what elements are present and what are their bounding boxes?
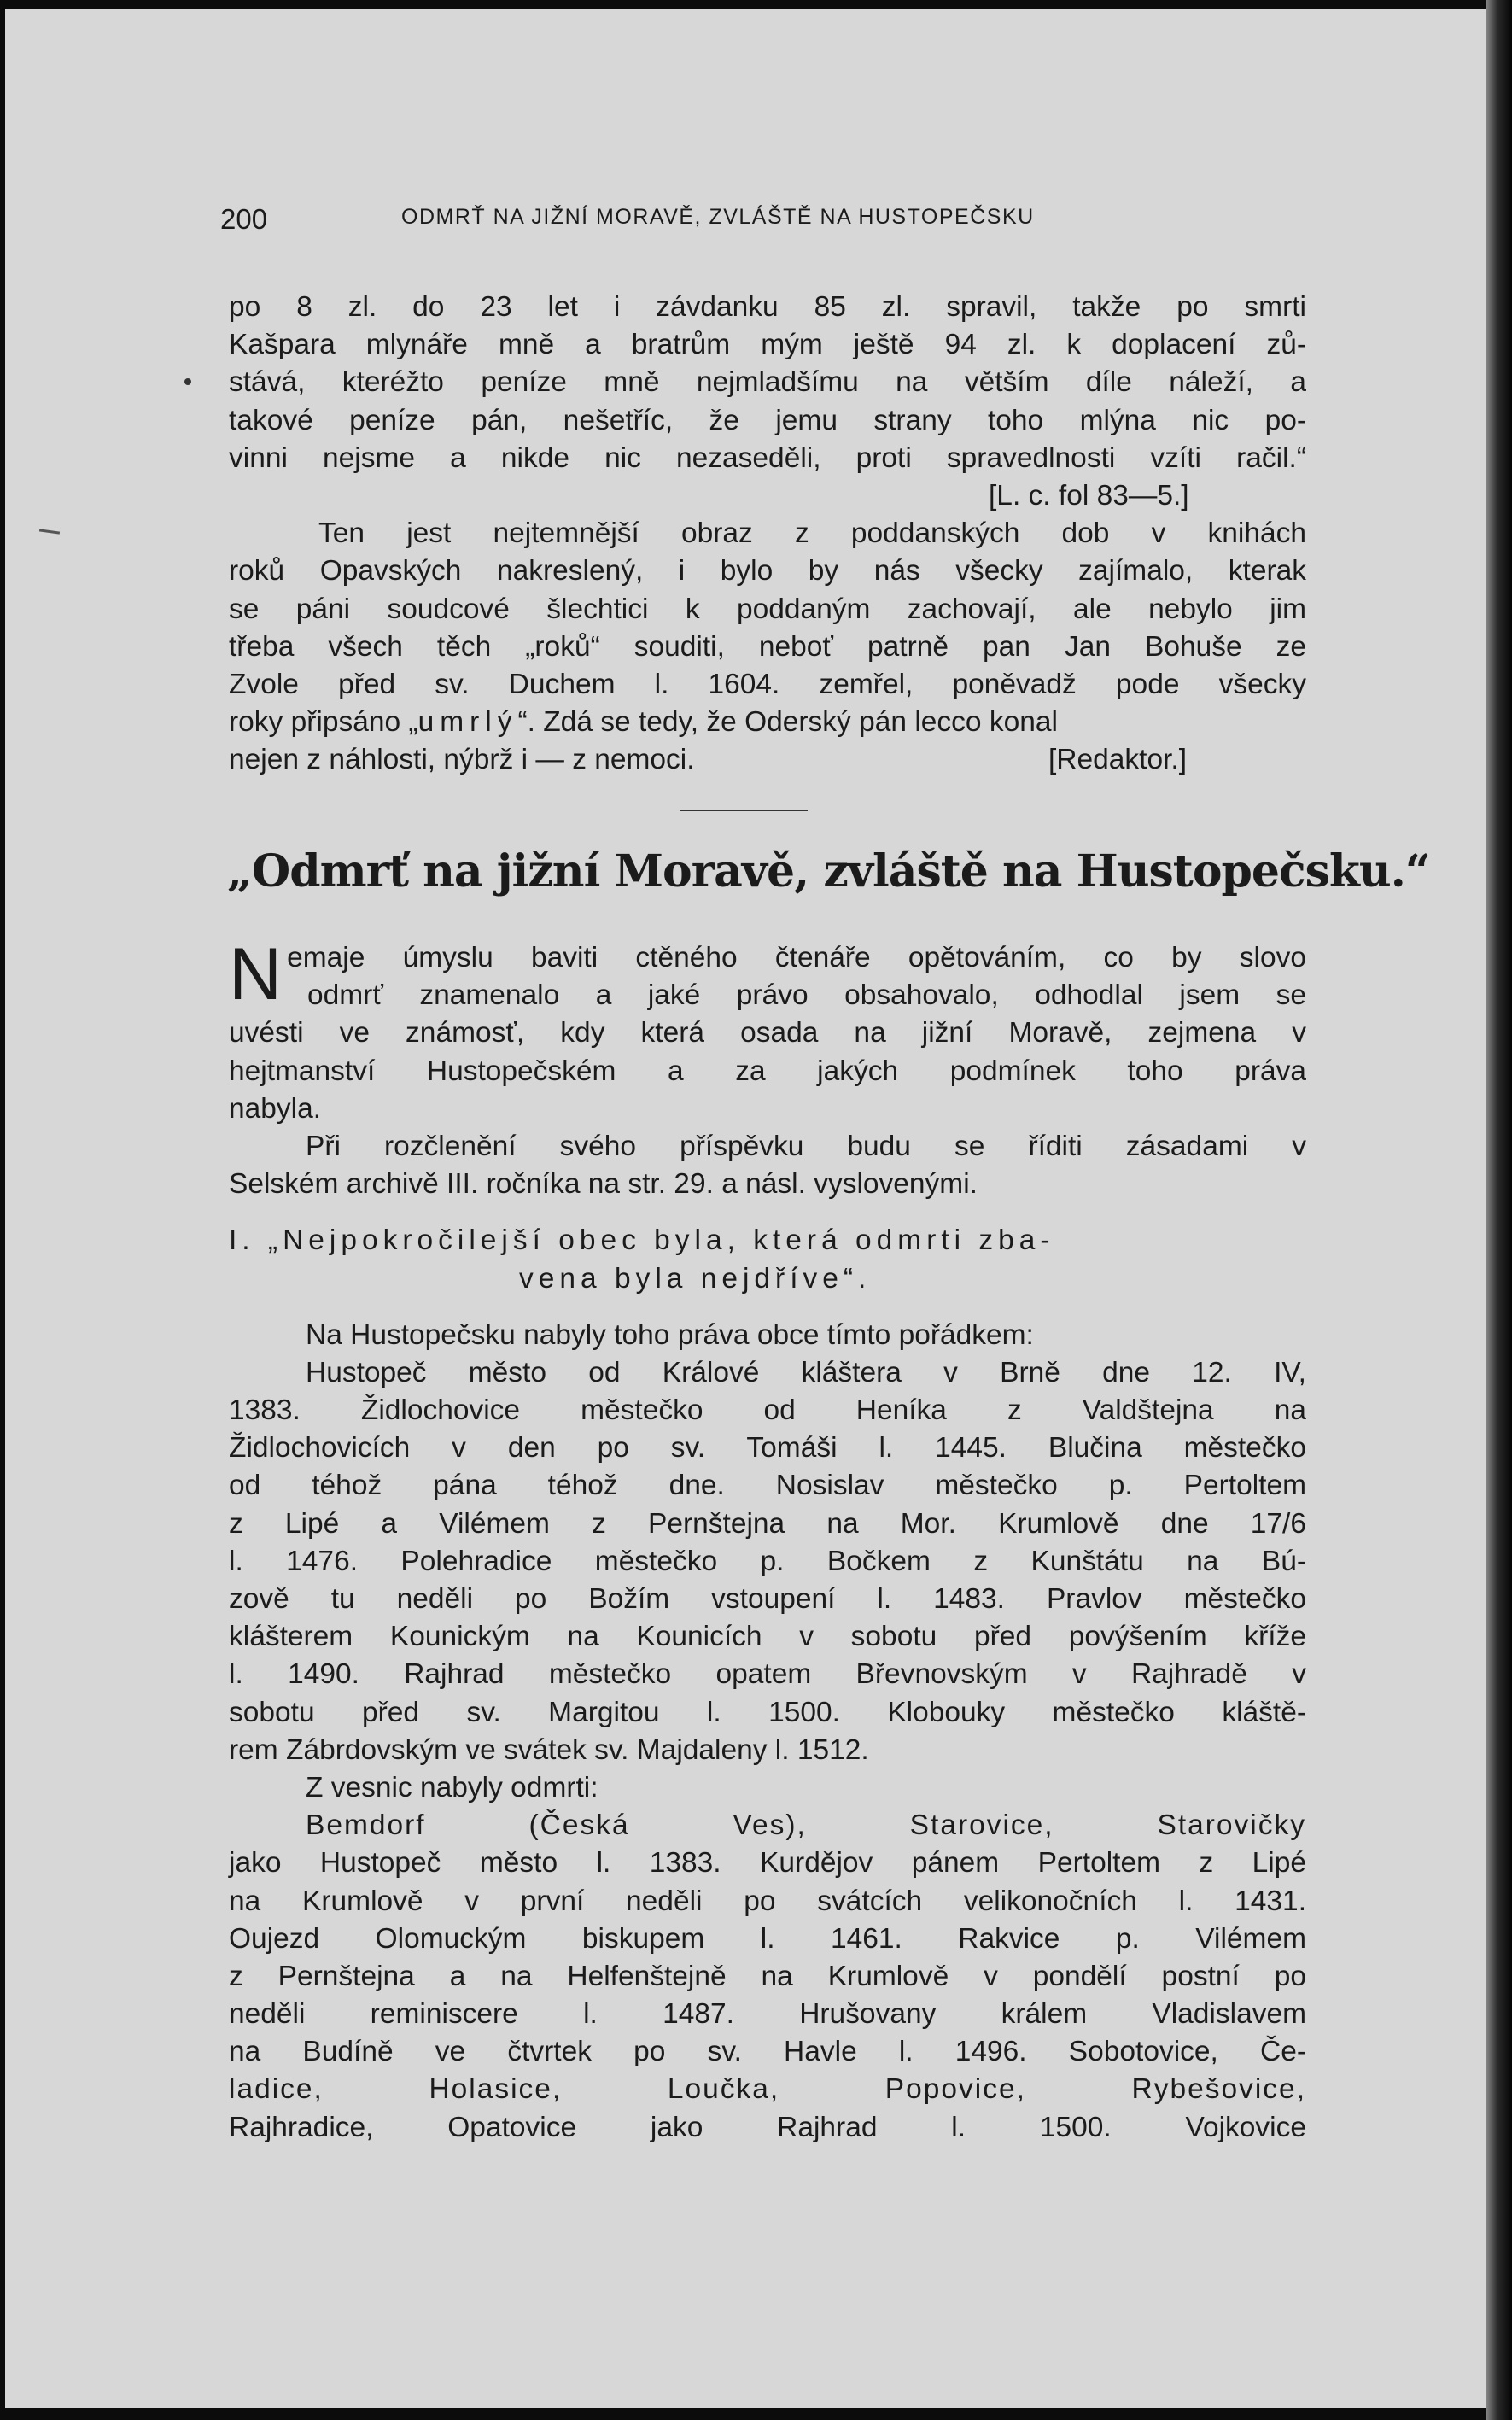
margin-mark	[39, 529, 60, 534]
page-number: 200	[220, 203, 268, 235]
text-line: sobotu před sv. Margitou l. 1500. Klobouky městečko kláště-	[229, 1696, 1306, 1728]
text-line: l. 1490. Rajhrad městečko opatem Břevnovským v Rajhradě v	[229, 1658, 1306, 1691]
text-line: Kašpara mlynáře mně a bratrům mým ještě 94 zl. k doplacení zů-	[229, 329, 1306, 361]
text-line: Na Hustopečsku nabyly toho práva obce tímto pořádkem:	[306, 1318, 1034, 1351]
text-line: emaje úmyslu baviti ctěného čtenáře opětováním, co by slovo	[287, 942, 1306, 973]
spaced-word: umrlý	[417, 706, 518, 739]
spacer	[229, 1203, 1306, 1222]
text-line: roků Opavských nakreslený, i bylo by nás všecky zajímalo, kterak	[229, 555, 1306, 587]
text-line: Selském archivě III. ročníka na str. 29. a násl. vyslovenými.	[229, 1168, 978, 1201]
page-header	[220, 203, 1322, 237]
text-line: na Krumlově v první neděli po svátcích velikonočních l. 1431.	[229, 1885, 1306, 1917]
text-line: nabyla.	[229, 1092, 322, 1125]
text-line: po 8 zl. do 23 let i závdanku 85 zl. spravil, takže po smrti	[229, 291, 1306, 323]
text-line: z Pernštejna a na Helfenštejně na Krumlově v pondělí postní po	[229, 1960, 1306, 1992]
text-line: Ten jest nejtemnější obraz z poddanských dob v knihách	[318, 517, 1306, 550]
previous-article-end	[229, 289, 1306, 779]
spacer	[229, 1298, 1306, 1317]
section-heading: vena byla nejdříve“.	[519, 1262, 872, 1295]
editor-signature: [Redaktor.]	[1048, 744, 1188, 776]
text-line: rem Zábrdovským ve svátek sv. Majdaleny l. 1512.	[229, 1733, 869, 1766]
text-line: Rajhradice, Opatovice jako Rajhrad l. 1500. Vojkovice	[229, 2111, 1306, 2143]
text-line: Oujezd Olomuckým biskupem l. 1461. Rakvice p. Vilémem	[229, 1922, 1306, 1955]
text-line: odmrť znamenalo a jaké právo obsahovalo, odhodlal jsem se	[307, 979, 1306, 1012]
article-title: „Odmrť na jižní Moravě, zvláště na Hustopečsku.“	[227, 845, 1430, 897]
text-line: Z vesnic nabyly odmrti:	[306, 1771, 598, 1803]
text-line: zově tu neděli po Božím vstoupení l. 1483. Pravlov městečko	[229, 1583, 1306, 1615]
text-line	[229, 704, 1306, 741]
text-line: neděli reminiscere l. 1487. Hrušovany králem Vladislavem	[229, 1998, 1306, 2031]
text-line: třeba všech těch „roků“ souditi, neboť patrně pan Jan Bohuše ze	[229, 630, 1306, 663]
text-line: na Budíně ve čtvrtek po sv. Havle l. 1496. Sobotovice, Če-	[229, 2036, 1306, 2068]
scan-edge	[1486, 0, 1512, 2420]
text-line: hejtmanství Hustopečském a za jakých podmínek toho práva	[229, 1055, 1306, 1087]
text-line: uvésti ve známosť, kdy která osada na jižní Moravě, zejmena v	[229, 1017, 1306, 1049]
text-line: od téhož pána téhož dne. Nosislav městečko p. Pertoltem	[229, 1470, 1306, 1502]
section-divider	[680, 810, 808, 811]
text-line: se páni soudcové šlechtici k poddaným zachovají, ale nebylo jim	[229, 593, 1306, 625]
article-body	[229, 933, 1306, 2147]
text-fragment: nejen z náhlosti, nýbrž i — z nemoci.	[229, 744, 695, 776]
text-line: klášterem Kounickým na Kounicích v sobotu před povýšením kříže	[229, 1621, 1306, 1653]
scanned-page	[5, 9, 1492, 2408]
text-line: z Lipé a Vilémem z Pernštejna na Mor. Krumlově dne 17/6	[229, 1507, 1306, 1540]
text-line	[229, 741, 1306, 779]
text-line: Bemdorf (Česká Ves), Starovice, Starovičky	[306, 1809, 1306, 1842]
drop-cap: N	[229, 933, 283, 1015]
text-line: Židlochovicích v den po sv. Tomáši l. 1445. Blučina městečko	[229, 1432, 1306, 1464]
text-fragment: “. Zdá se tedy, že Oderský pán lecco konal	[517, 706, 1058, 739]
text-fragment: roky připsáno „	[229, 706, 418, 739]
running-title: ODMRŤ NA JIŽNÍ MORAVĚ, ZVLÁŠTĚ NA HUSTOPEČSKU	[401, 205, 1035, 229]
margin-dot	[184, 378, 191, 385]
text-line: 1383. Židlochovice městečko od Heníka z Valdštejna na	[229, 1394, 1306, 1427]
text-line: l. 1476. Polehradice městečko p. Bočkem z Kunštátu na Bú-	[229, 1545, 1306, 1577]
text-line: Při rozčlenění svého příspěvku budu se říditi zásadami v	[306, 1130, 1306, 1162]
text-line: jako Hustopeč město l. 1383. Kurdějov pánem Pertoltem z Lipé	[229, 1847, 1306, 1879]
text-line: ladice, Holasice, Loučka, Popovice, Rybešovice,	[229, 2073, 1306, 2106]
citation: [L. c. fol 83—5.]	[989, 479, 1189, 511]
text-line: Zvole před sv. Duchem l. 1604. zemřel, poněvadž pode všecky	[229, 668, 1306, 700]
text-line: takové peníze pán, nešetříc, že jemu strany toho mlýna nic po-	[229, 404, 1306, 436]
text-line: stává, kteréžto peníze mně nejmladšímu na větším díle náleží, a	[229, 366, 1306, 399]
section-heading: I. „Nejpokročilejší obec byla, která odmrti zba-	[229, 1225, 1055, 1257]
text-line: vinni nejsme a nikde nic nezaseděli, proti spravedlnosti vzíti račil.“	[229, 441, 1306, 474]
text-line: Hustopeč město od Králové kláštera v Brně dne 12. IV,	[306, 1356, 1306, 1388]
